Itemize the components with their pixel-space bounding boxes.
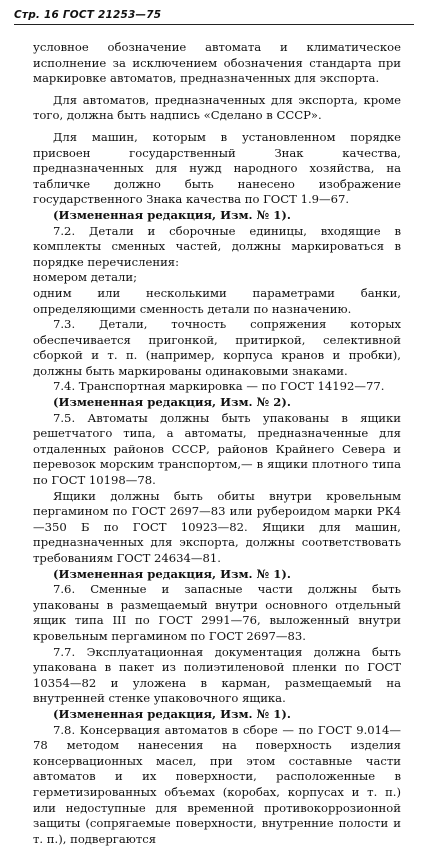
paragraph-7-4: 7.4. Транспортная маркировка — по ГОСТ 14192—77. — [53, 379, 385, 394]
paragraph-7-5: 7.5. Автоматы должны быть упакованы в ящики решетчатого типа, а автоматы, предназначенные для отдаленных районов СССР, районов Крайнего Севера и перевозок морским транспортом,— в ящики плотного типа по ГОСТ 10198—78. — [33, 410, 401, 488]
amendment-note: (Измененная редакция, Изм. № 1). — [53, 207, 291, 222]
page-header: Стр. 16 ГОСТ 21253—75 — [14, 9, 414, 25]
page-body — [33, 40, 401, 847]
paragraph-quality-mark: Для машин, которым в установленном порядке присвоен государственный Знак качества, предназначенных для нужд народного хозяйства, на табличке должно быть нанесено изображение государственного Знака качества по ГОСТ 1.9—67. — [33, 129, 401, 207]
paragraph-boxes-lining: Ящики должны быть обиты внутри кровельным пергамином по ГОСТ 2697—83 или рубероидом марки РК4—350 Б по ГОСТ 10923—82. Ящики для машин, предназначенных для экспорта, должны соответствовать требованиям ГОСТ 24634—81. — [33, 488, 401, 565]
paragraph-7-7: 7.7. Эксплуатационная документация должна быть упакована в пакет из полиэтиленовой пленки по ГОСТ 10354—82 и уложена в карман, размещаемый на внутренней стенке упаковочного ящика. — [33, 644, 401, 706]
paragraph-7-6: 7.6. Сменные и запасные части должны быть упакованы в размещаемый внутри основного отдельный ящик типа III по ГОСТ 2991—76, выложенный внутри кровельным пергамином по ГОСТ 2697—83. — [33, 582, 401, 643]
amendment-note: (Измененная редакция, Изм. № 2). — [53, 395, 291, 410]
paragraph-bank-parameters: одним или несколькими параметрами банки, определяющими сменность детали по назначению. — [33, 285, 401, 316]
paragraph-export-inscription: Для автоматов, предназначенных для экспорта, кроме того, должна быть надпись «Сделано в СССР». — [33, 92, 401, 123]
paragraph-part-number: номером детали; — [33, 270, 138, 285]
amendment-note: (Измененная редакция, Изм. № 1). — [53, 566, 291, 581]
amendment-note: (Измененная редакция, Изм. № 1). — [53, 706, 291, 721]
paragraph-marking-continuation: условное обозначение автомата и климатическое исполнение за исключением обозначения стандарта при маркировке автоматов, предназначенных для экспорта. — [33, 40, 401, 86]
paragraph-7-3: 7.3. Детали, точность сопряжения которых обеспечивается пригонкой, притиркой, селективной сборкой и т. п. (например, корпуса кранов и пробки), должны быть маркированы одинаковыми знаками. — [33, 317, 401, 378]
paragraph-7-8: 7.8. Консервация автоматов в сборе — по ГОСТ 9.014—78 методом нанесения на поверхность изделия консервационных масел, при этом составные части автоматов и их поверхности, расположенные в герметизированных объемах (коробах, корпусах и т. п.) или недоступные для временной противокоррозионной защиты (сопрягаемые поверхности, внутренние полости и т. п.), подвергаются — [33, 722, 401, 846]
paragraph-7-2: 7.2. Детали и сборочные единицы, входящие в комплекты сменных частей, должны маркироваться в порядке перечисления: — [33, 223, 401, 269]
